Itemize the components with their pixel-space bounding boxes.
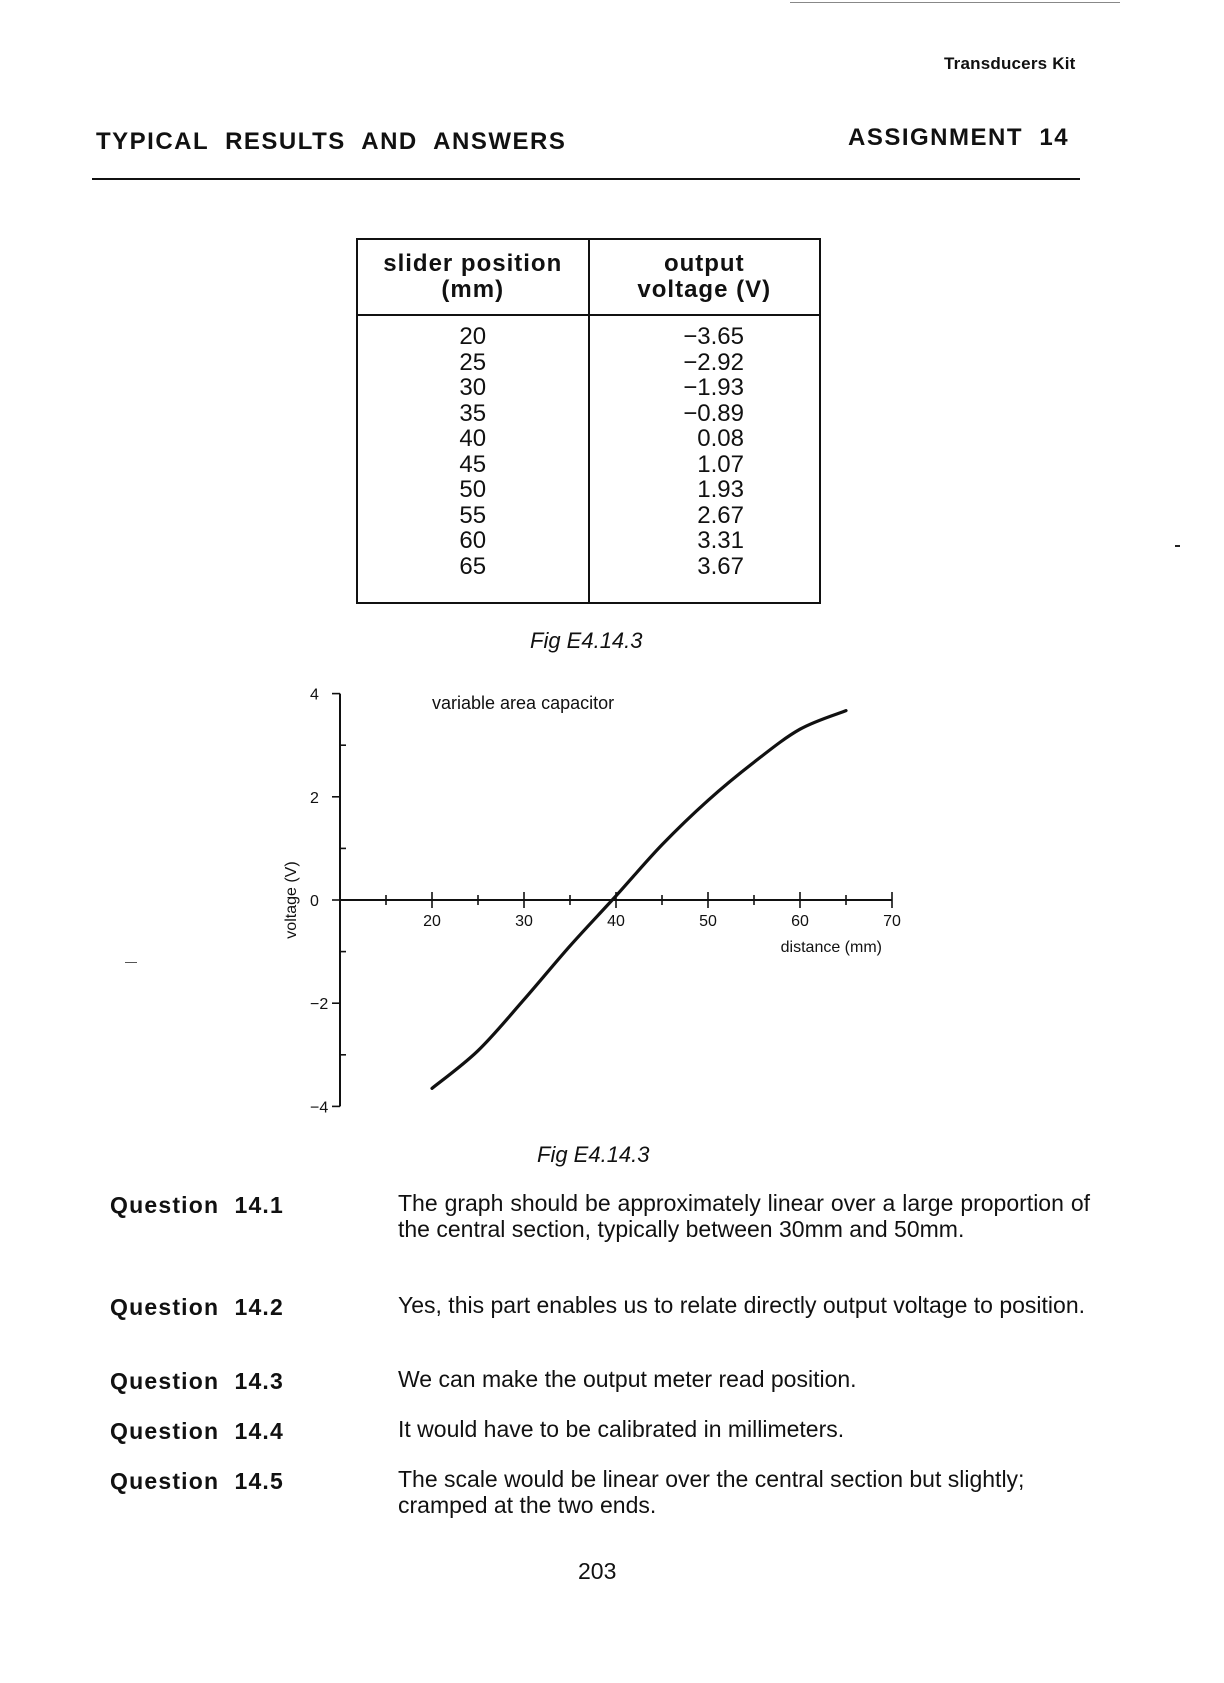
kit-name: Transducers Kit <box>944 54 1076 73</box>
output-voltage-cell: −0.89 <box>683 399 744 427</box>
slider-position-cell: 45 <box>459 450 487 478</box>
scan-speck <box>125 962 137 963</box>
x-tick-label: 20 <box>423 913 441 930</box>
header-line: (mm) <box>441 276 505 303</box>
chart-title: variable area capacitor <box>432 693 615 714</box>
slider-position-cell: 30 <box>459 374 487 401</box>
question-label: Question 14.3 <box>110 1368 285 1394</box>
question-answer: The scale would be linear over the central section but slightly; cramped at the two ends. <box>398 1466 1025 1518</box>
slider-position-cell: 65 <box>459 552 487 580</box>
chart-caption: Fig E4.14.3 <box>537 1142 650 1167</box>
question-answer: Yes, this part enables us to relate directly output voltage to position. <box>398 1292 1086 1318</box>
x-tick-label: 40 <box>607 913 625 930</box>
output-voltage-cell: −2.92 <box>683 348 744 376</box>
slider-position-cell: 25 <box>459 348 487 376</box>
question-answer: We can make the output meter read position. <box>398 1366 857 1392</box>
output-voltage-cell: −3.65 <box>683 323 744 350</box>
x-tick-label: 30 <box>515 913 533 930</box>
output-voltage-cell: −1.93 <box>683 374 744 401</box>
x-tick-label: 70 <box>883 913 901 930</box>
page-number: 203 <box>578 1558 617 1584</box>
x-axis-label: distance (mm) <box>780 939 882 956</box>
header-line: voltage (V) <box>637 276 772 303</box>
table-caption: Fig E4.14.3 <box>530 628 643 653</box>
y-tick-label: 4 <box>310 686 319 704</box>
slider-position-cell: 50 <box>459 476 487 503</box>
scan-speck <box>1175 545 1180 547</box>
assignment-title: ASSIGNMENT 14 <box>848 124 1070 151</box>
y-tick-label: 2 <box>310 789 319 807</box>
y-tick-label: 0 <box>310 893 319 910</box>
x-tick-label: 60 <box>791 913 809 930</box>
question-label: Question 14.1 <box>110 1192 285 1218</box>
header-line: output <box>663 250 745 277</box>
output-voltage-cell: 3.31 <box>697 527 744 554</box>
slider-position-cell: 40 <box>459 425 487 452</box>
question-label: Question 14.2 <box>110 1294 285 1320</box>
question-answer: It would have to be calibrated in millimeters. <box>398 1416 845 1442</box>
section-title: TYPICAL RESULTS AND ANSWERS <box>96 128 567 155</box>
slider-position-cell: 35 <box>459 399 487 427</box>
y-axis-label: voltage (V) <box>283 861 300 939</box>
slider-position-cell: 55 <box>459 501 487 529</box>
output-voltage-cell: 3.67 <box>697 552 744 580</box>
question-answer: The graph should be approximately linear over a large proportion of the central section, typically between 30mm and 50mm. <box>398 1190 1090 1242</box>
question-label: Question 14.4 <box>110 1418 285 1444</box>
y-tick-label: −2 <box>310 996 329 1014</box>
output-voltage-cell: 2.67 <box>697 501 744 529</box>
output-voltage-cell: 1.93 <box>697 476 744 503</box>
y-tick-label: −4 <box>310 1099 329 1117</box>
output-voltage-cell: 0.08 <box>697 425 744 452</box>
slider-position-cell: 60 <box>459 527 487 554</box>
output-voltage-cell: 1.07 <box>697 450 744 478</box>
question-label: Question 14.5 <box>110 1468 285 1494</box>
header-line: slider position <box>383 250 563 277</box>
x-tick-label: 50 <box>699 913 717 930</box>
slider-position-cell: 20 <box>459 323 487 350</box>
